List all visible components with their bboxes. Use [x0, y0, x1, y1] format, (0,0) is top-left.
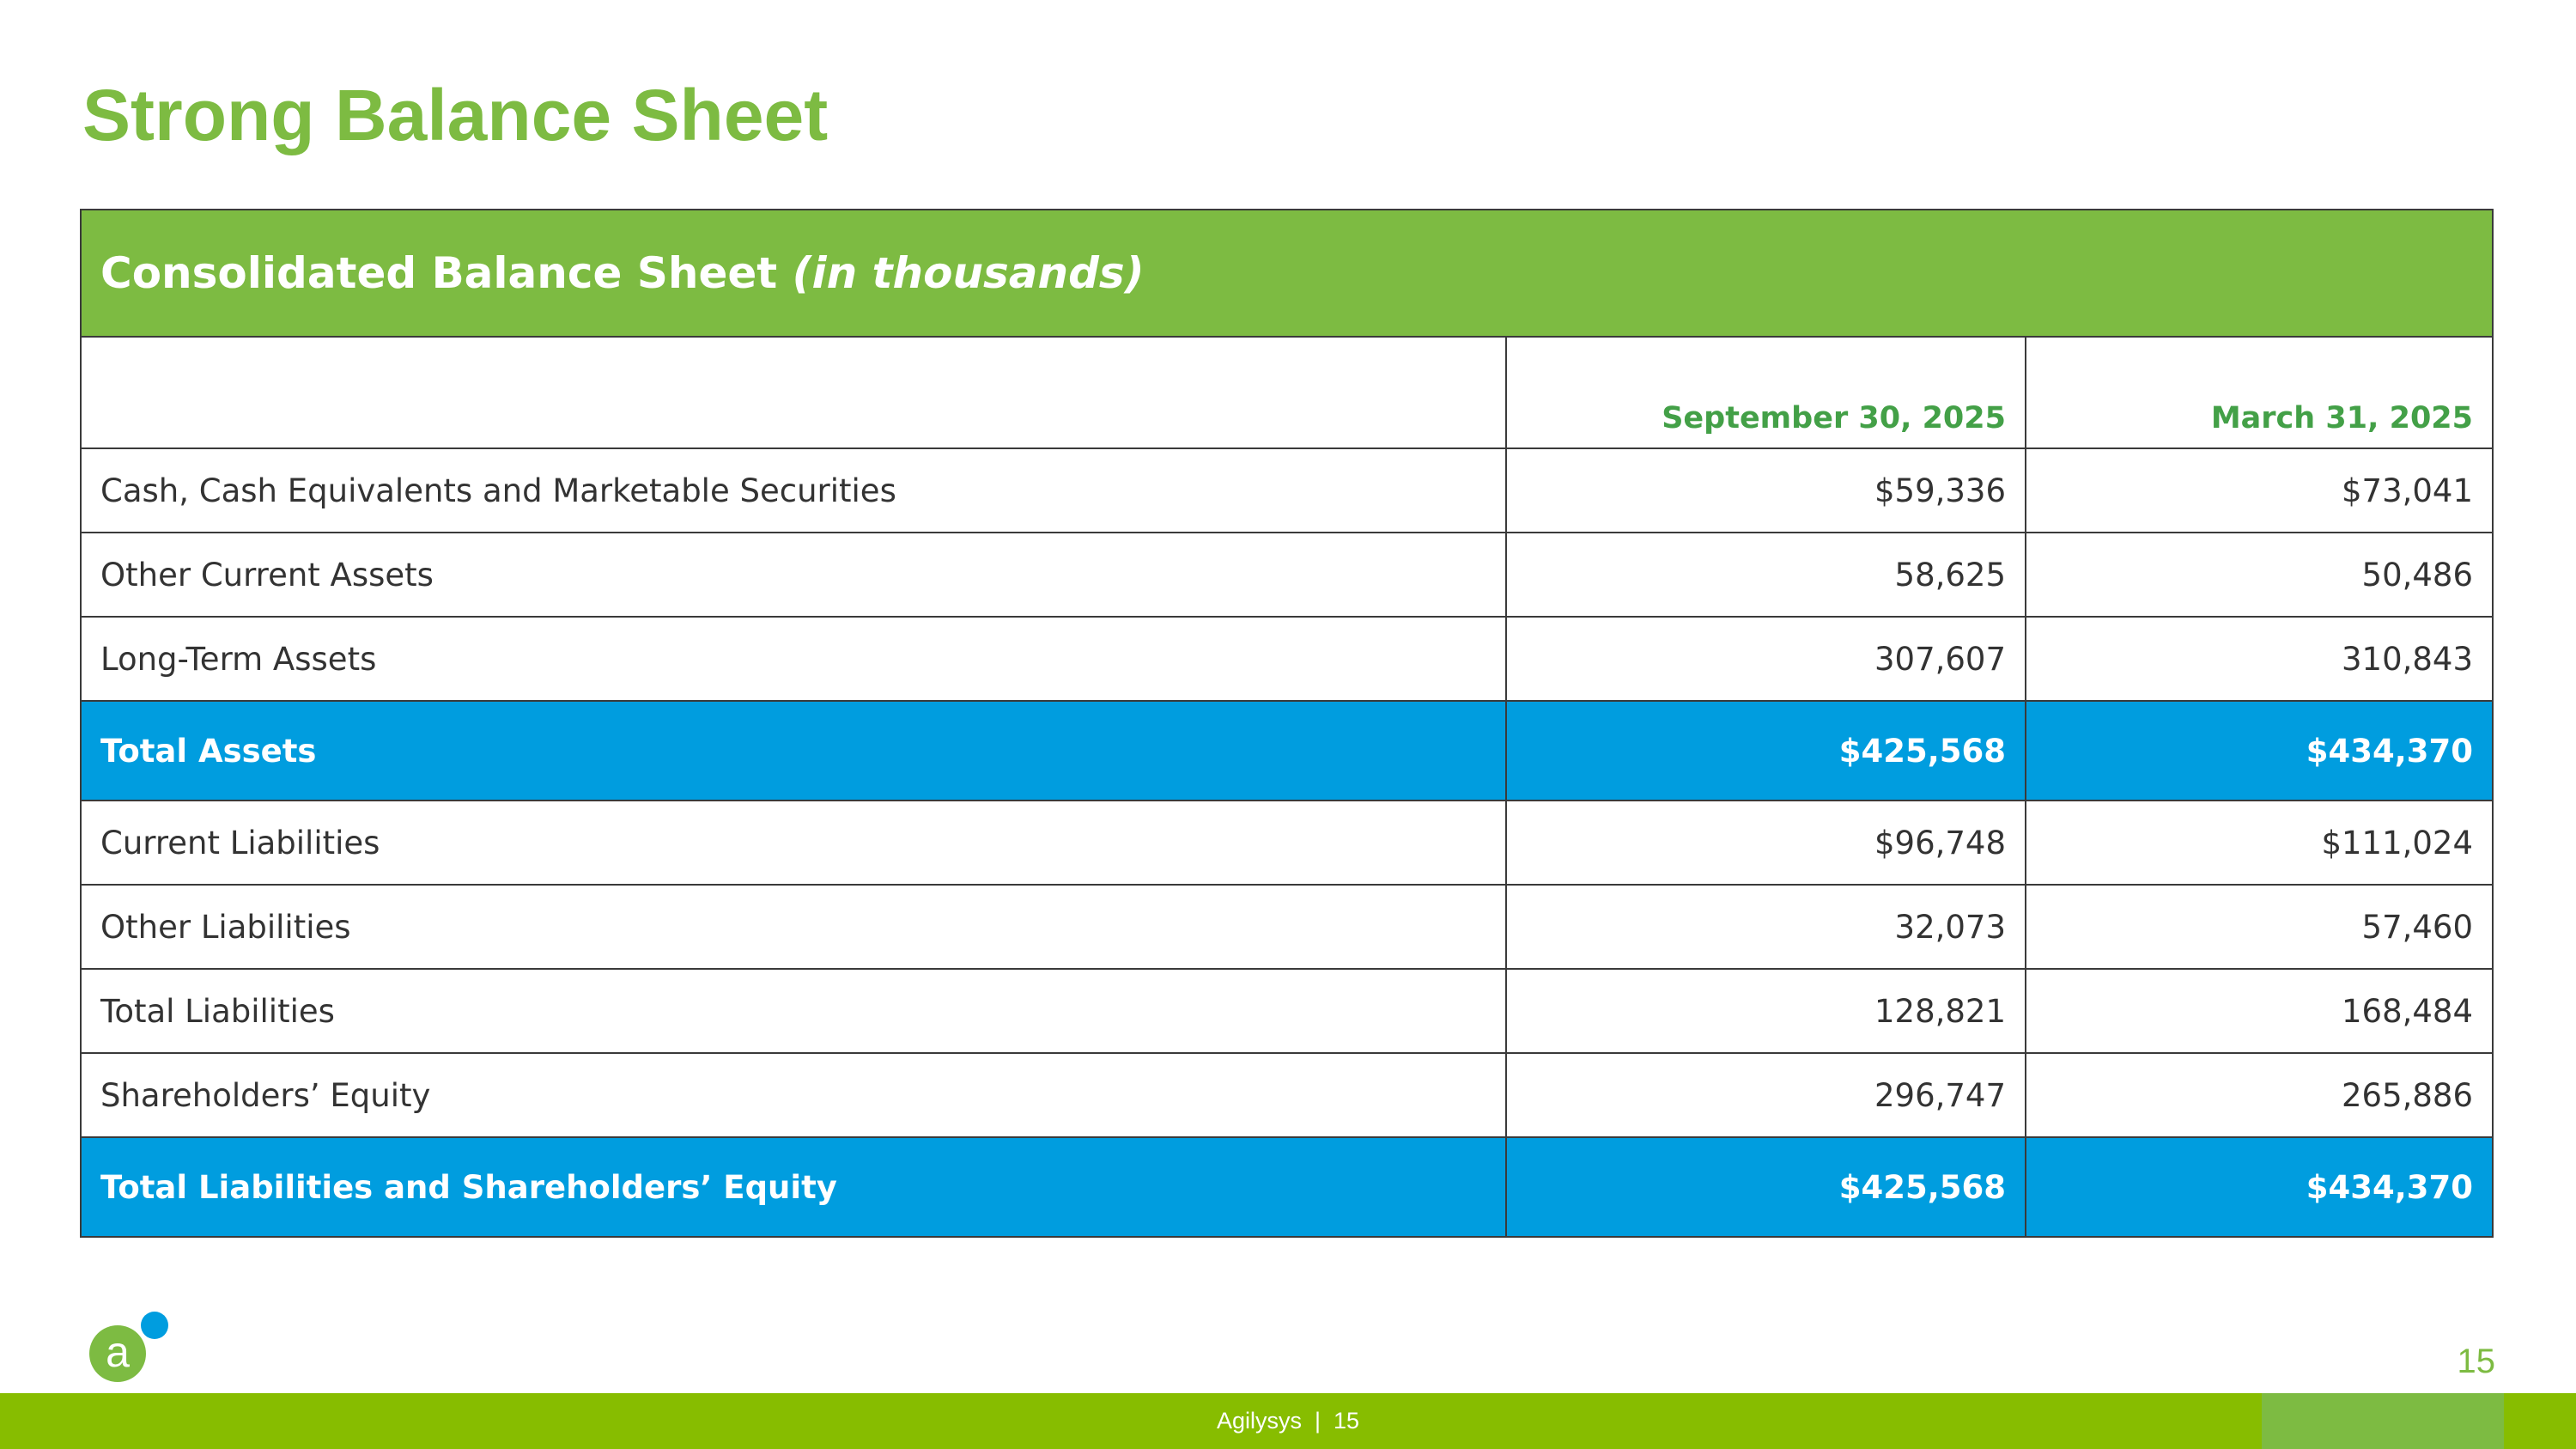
agilysys-logo-icon [86, 1310, 172, 1387]
row-value-sep: 58,625 [1506, 533, 2026, 617]
row-label: Total Liabilities [81, 969, 1506, 1053]
table-header-units: (in thousands) [792, 248, 1145, 298]
row-label: Total Liabilities and Shareholders’ Equity [81, 1137, 1506, 1237]
column-header-mar-2025: March 31, 2025 [2026, 337, 2493, 448]
table-row [81, 969, 2493, 1053]
table-row [81, 448, 2493, 533]
row-value-sep: $59,336 [1506, 448, 2026, 533]
row-value-sep: 128,821 [1506, 969, 2026, 1053]
row-value-mar: 265,886 [2026, 1053, 2493, 1137]
table-row [81, 533, 2493, 617]
row-value-mar: $434,370 [2026, 1137, 2493, 1237]
row-value-mar: $111,024 [2026, 801, 2493, 885]
table-header-row [81, 210, 2493, 337]
row-value-sep: $96,748 [1506, 801, 2026, 885]
row-value-mar: $73,041 [2026, 448, 2493, 533]
row-value-mar: 50,486 [2026, 533, 2493, 617]
logo-letter: a [106, 1328, 130, 1376]
table-header [81, 210, 2493, 337]
slide-title: Strong Balance Sheet [82, 75, 829, 155]
row-label: Total Assets [81, 701, 1506, 801]
column-header-label [81, 337, 1506, 448]
row-label: Cash, Cash Equivalents and Marketable Securities [81, 448, 1506, 533]
row-label: Current Liabilities [81, 801, 1506, 885]
column-header-row [81, 337, 2493, 448]
row-label: Long-Term Assets [81, 617, 1506, 701]
row-value-sep: $425,568 [1506, 701, 2026, 801]
row-label: Shareholders’ Equity [81, 1053, 1506, 1137]
row-value-mar: 310,843 [2026, 617, 2493, 701]
table-header-title: Consolidated Balance Sheet [100, 248, 778, 298]
column-header-sep-2025: September 30, 2025 [1506, 337, 2026, 448]
row-value-mar: 57,460 [2026, 885, 2493, 969]
row-value-sep: 307,607 [1506, 617, 2026, 701]
footer-text: Agilysys | 15 [1216, 1408, 1360, 1434]
total-liabilities-equity-row [81, 1137, 2493, 1237]
row-value-sep: 32,073 [1506, 885, 2026, 969]
balance-sheet-table [80, 209, 2494, 1238]
row-value-mar: 168,484 [2026, 969, 2493, 1053]
row-value-sep: 296,747 [1506, 1053, 2026, 1137]
logo-blue-dot [141, 1312, 168, 1339]
row-label: Other Liabilities [81, 885, 1506, 969]
row-label: Other Current Assets [81, 533, 1506, 617]
row-value-mar: $434,370 [2026, 701, 2493, 801]
total-assets-row [81, 701, 2493, 801]
page-number: 15 [2457, 1342, 2495, 1380]
table-row [81, 885, 2493, 969]
table-row [81, 1053, 2493, 1137]
table-row [81, 801, 2493, 885]
table-row [81, 617, 2493, 701]
row-value-sep: $425,568 [1506, 1137, 2026, 1237]
